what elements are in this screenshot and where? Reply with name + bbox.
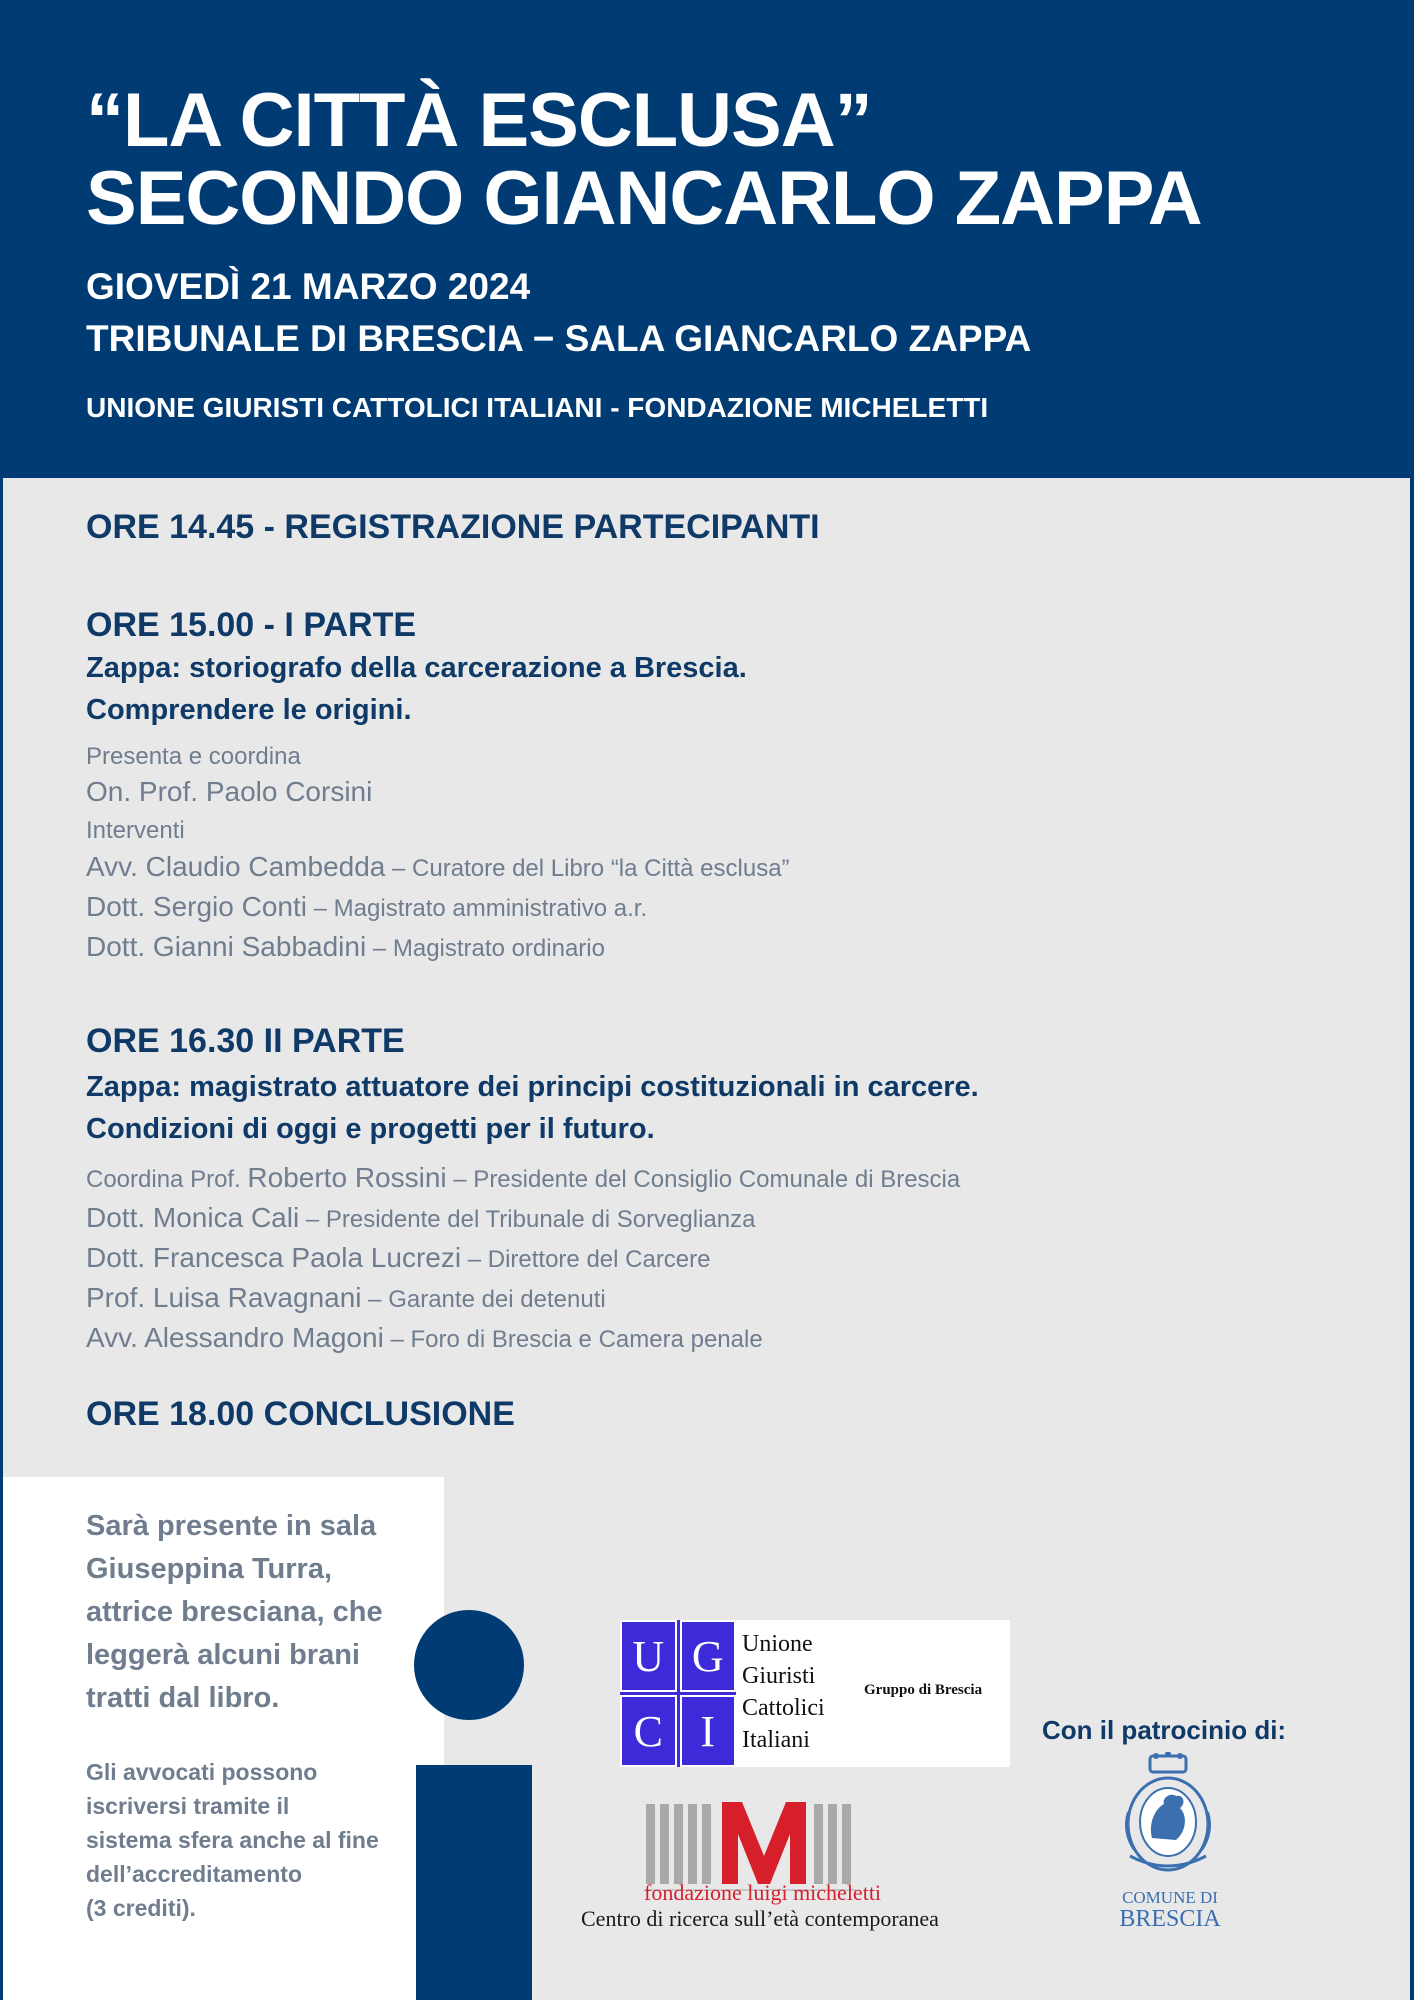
part1-speaker: Avv. Claudio Cambedda – Curatore del Libro “la Città esclusa” bbox=[86, 851, 790, 882]
speakers-label: Interventi bbox=[86, 817, 185, 844]
micheletti-caption: fondazione luigi micheletti bbox=[644, 1880, 882, 1905]
info-icon-dot bbox=[414, 1610, 524, 1720]
patronage-label: Con il patrocinio di: bbox=[1042, 1715, 1287, 1745]
ugci-group-label: Gruppo di Brescia bbox=[864, 1682, 983, 1698]
title-line-2: SECONDO GIANCARLO ZAPPA bbox=[86, 156, 1202, 241]
presenter-label: Presenta e coordina bbox=[86, 743, 301, 770]
part1-speaker: Dott. Sergio Conti – Magistrato amministrativo a.r. bbox=[86, 891, 648, 922]
frame-right-border bbox=[1410, 478, 1414, 2000]
ugci-name: Unione Giuristi Cattolici Italiani bbox=[742, 1631, 825, 1753]
part1-subtitle-line2: Comprendere le origini. bbox=[86, 694, 412, 726]
credits-note: Gli avvocati possono iscriversi tramite il sistema sfera anche al fine dell’accreditamento (3 crediti). bbox=[86, 1759, 379, 1921]
registration-heading: ORE 14.45 - REGISTRAZIONE PARTECIPANTI bbox=[86, 508, 820, 546]
info-icon-stem bbox=[416, 1765, 532, 2000]
ugci-logo bbox=[620, 1620, 1010, 1767]
conclusion-heading: ORE 18.00 CONCLUSIONE bbox=[86, 1395, 515, 1433]
event-date: GIOVEDÌ 21 MARZO 2024 bbox=[86, 266, 531, 307]
part2-speaker: Dott. Francesca Paola Lucrezi – Direttore del Carcere bbox=[86, 1242, 711, 1273]
ugci-letter: C bbox=[620, 1695, 677, 1767]
part1-subtitle-line1: Zappa: storiografo della carcerazione a Brescia. bbox=[86, 652, 747, 684]
part2-subtitle-line2: Condizioni di oggi e progetti per il futuro. bbox=[86, 1113, 655, 1145]
event-organizers: UNIONE GIURISTI CATTOLICI ITALIANI - FONDAZIONE MICHELETTI bbox=[86, 392, 989, 423]
part1-speaker: Dott. Gianni Sabbadini – Magistrato ordinario bbox=[86, 931, 605, 962]
comune-label: COMUNE DI bbox=[1122, 1888, 1218, 1907]
comune-name: BRESCIA bbox=[1119, 1906, 1221, 1932]
part2-speaker: Avv. Alessandro Magoni – Foro di Brescia e Camera penale bbox=[86, 1322, 763, 1353]
brescia-crest-icon bbox=[1118, 1752, 1218, 1887]
presenter-name: On. Prof. Paolo Corsini bbox=[86, 776, 373, 807]
ugci-letter-grid bbox=[620, 1620, 736, 1767]
part2-speaker: Dott. Monica Cali – Presidente del Tribunale di Sorveglianza bbox=[86, 1202, 756, 1233]
title-line-1: “LA CITTÀ ESCLUSA” bbox=[86, 78, 872, 163]
part2-speaker: Prof. Luisa Ravagnani – Garante dei detenuti bbox=[86, 1282, 606, 1313]
event-title bbox=[86, 78, 1202, 241]
ugci-letter: G bbox=[680, 1620, 737, 1692]
header-banner bbox=[0, 0, 1414, 478]
micheletti-subtitle: Centro di ricerca sull’età contemporanea bbox=[581, 1906, 939, 1931]
part2-subtitle-line1: Zappa: magistrato attuatore dei principi costituzionali in carcere. bbox=[86, 1071, 979, 1103]
actress-note: Sarà presente in sala Giuseppina Turra, attrice bresciana, che leggerà alcuni brani tratti dal libro. bbox=[86, 1510, 383, 1714]
part2-speaker: Coordina Prof. Roberto Rossini – Presidente del Consiglio Comunale di Brescia bbox=[86, 1162, 961, 1193]
part2-heading: ORE 16.30 II PARTE bbox=[86, 1022, 405, 1060]
part1-heading: ORE 15.00 - I PARTE bbox=[86, 606, 417, 644]
ugci-letter: U bbox=[620, 1620, 677, 1692]
event-venue: TRIBUNALE DI BRESCIA − SALA GIANCARLO ZAPPA bbox=[86, 318, 1032, 359]
ugci-letter: I bbox=[680, 1695, 737, 1767]
